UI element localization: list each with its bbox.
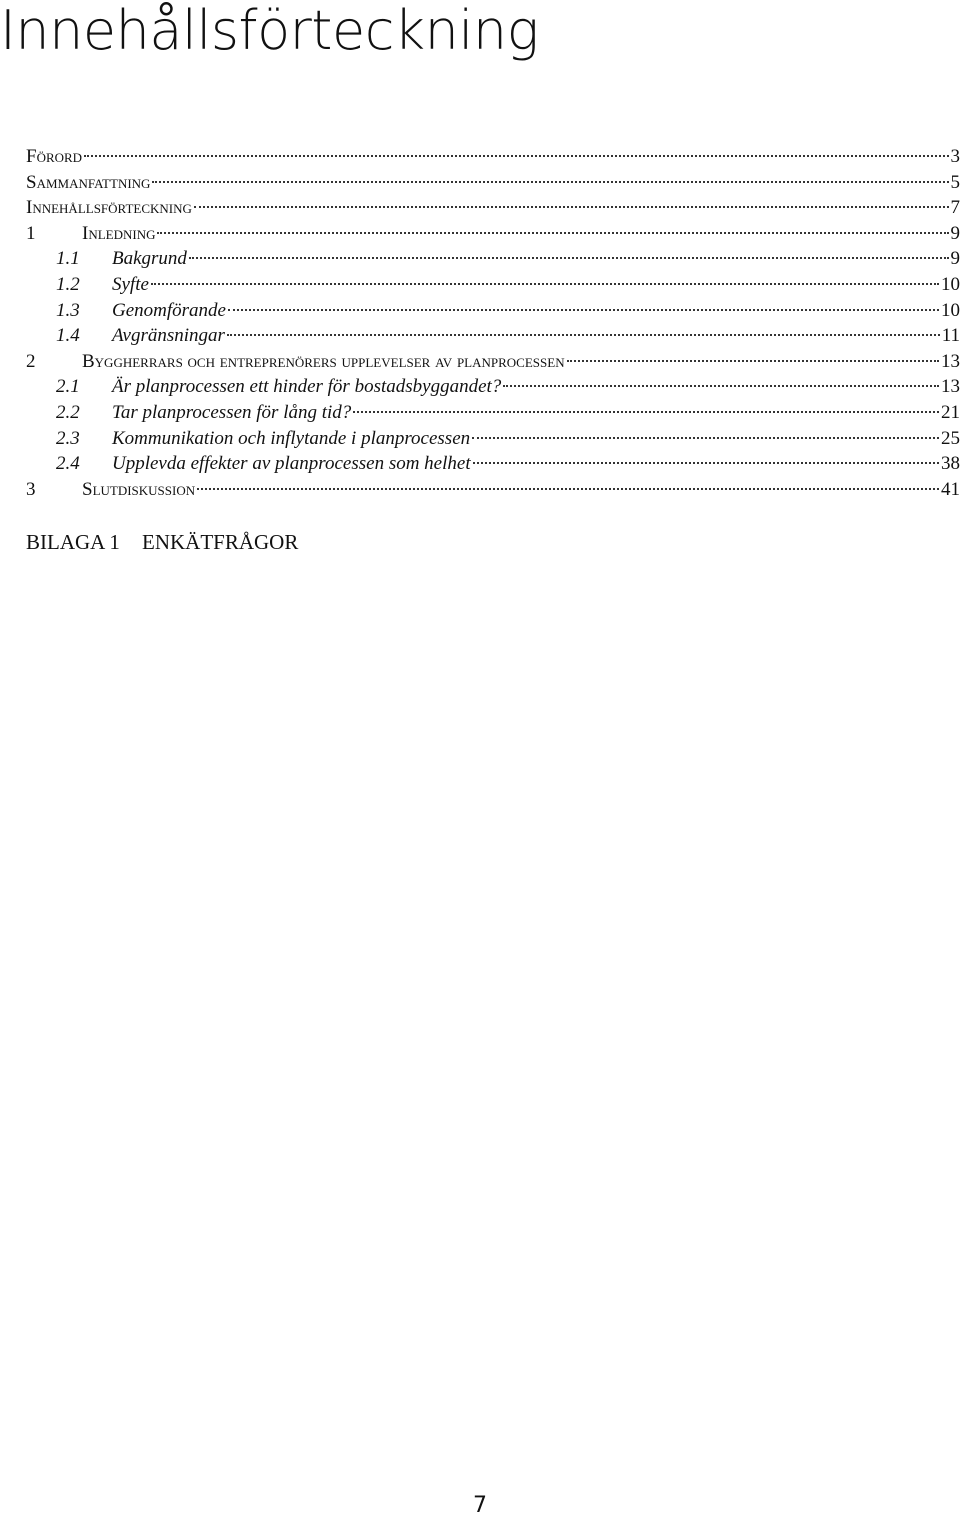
toc-entry-number: 2.2 [56, 401, 80, 423]
dot-leader [228, 309, 939, 311]
toc-entry-page: 11 [941, 325, 960, 347]
toc-entry-title: Förord [26, 146, 83, 167]
dot-leader [84, 155, 948, 157]
toc-entry-number: 1.3 [56, 299, 80, 321]
toc-entry-2[interactable] [26, 349, 960, 375]
dot-leader [503, 385, 939, 387]
toc-entry-number: 1.2 [56, 273, 80, 295]
toc-entry-page: 25 [941, 427, 960, 449]
toc-entry-title: Avgränsningar [112, 325, 225, 347]
toc-entry-title: Inledning [82, 222, 156, 244]
toc-entry-title: Kommunikation och inflytande i planprocessen [112, 427, 471, 449]
toc-entry-title: Bakgrund [112, 248, 187, 270]
appendix-title: ENKÄTFRÅGOR [142, 530, 299, 554]
toc-entry-number: 2.3 [56, 427, 80, 449]
page-title: Innehållsförteckning [0, 0, 539, 62]
toc-entry-number: 1.4 [56, 325, 80, 347]
toc-entry-number: 2.1 [56, 376, 80, 398]
page-number: 7 [473, 1493, 487, 1518]
toc-entry-title: Byggherrars och entreprenörers upplevelser av planprocessen [82, 350, 565, 372]
toc-entry-title: Är planprocessen ett hinder för bostadsbyggandet? [112, 376, 502, 398]
toc-entry-number: 2.4 [56, 453, 80, 475]
toc-entry-1-1[interactable] [26, 246, 960, 272]
dot-leader [197, 488, 939, 490]
toc-entry-sammanfattning[interactable] [26, 170, 960, 196]
dot-leader [152, 181, 948, 183]
toc-entry-number: 1 [26, 222, 36, 244]
toc-entry-2-2[interactable] [26, 400, 960, 426]
toc-entry-title: Upplevda effekter av planprocessen som helhet [112, 453, 471, 475]
toc-entry-title: Syfte [112, 273, 149, 295]
dot-leader [353, 411, 939, 413]
toc-entry-page: 9 [950, 248, 960, 270]
toc-entry-number: 3 [26, 478, 36, 500]
toc-entry-forord[interactable] [26, 144, 960, 170]
toc-entry-page: 10 [941, 273, 960, 295]
toc-entry-title: Slutdiskussion [82, 478, 196, 500]
toc-entry-page: 13 [941, 376, 960, 398]
dot-leader [157, 232, 948, 234]
toc-entry-2-4[interactable] [26, 451, 960, 477]
appendix-entry[interactable] [26, 530, 298, 555]
toc-entry-page: 9 [950, 222, 960, 244]
dot-leader [473, 462, 939, 464]
dot-leader [189, 257, 949, 259]
toc-entry-page: 41 [941, 478, 960, 500]
toc-entry-title: Sammanfattning [26, 171, 151, 193]
toc-entry-page: 13 [941, 350, 960, 372]
toc-entry-1-4[interactable] [26, 323, 960, 349]
toc-entry-title: Genomförande [112, 299, 226, 321]
dot-leader [194, 206, 949, 208]
toc-entry-1-3[interactable] [26, 298, 960, 324]
dot-leader [567, 360, 939, 362]
toc-entry-1-2[interactable] [26, 272, 960, 298]
appendix-label: BILAGA 1 [26, 530, 120, 554]
toc-entry-2-3[interactable] [26, 426, 960, 452]
toc-entry-page: 38 [941, 453, 960, 475]
toc-entry-page: 5 [950, 171, 960, 193]
dot-leader [472, 437, 939, 439]
toc-entry-page: 10 [941, 299, 960, 321]
toc-entry-2-1[interactable] [26, 374, 960, 400]
toc-entry-page: 21 [941, 401, 960, 423]
table-of-contents [26, 144, 960, 502]
toc-entry-3[interactable] [26, 477, 960, 503]
toc-entry-1[interactable] [26, 221, 960, 247]
toc-entry-number: 2 [26, 350, 36, 372]
toc-entry-number: 1.1 [56, 248, 80, 270]
dot-leader [227, 334, 940, 336]
toc-entry-title: Innehållsförteckning [26, 197, 192, 219]
toc-entry-page: 3 [950, 146, 960, 167]
toc-entry-page: 7 [950, 197, 960, 219]
toc-entry-title: Tar planprocessen för lång tid? [112, 401, 352, 423]
dot-leader [151, 283, 939, 285]
toc-entry-innehallsforteckning[interactable] [26, 195, 960, 221]
